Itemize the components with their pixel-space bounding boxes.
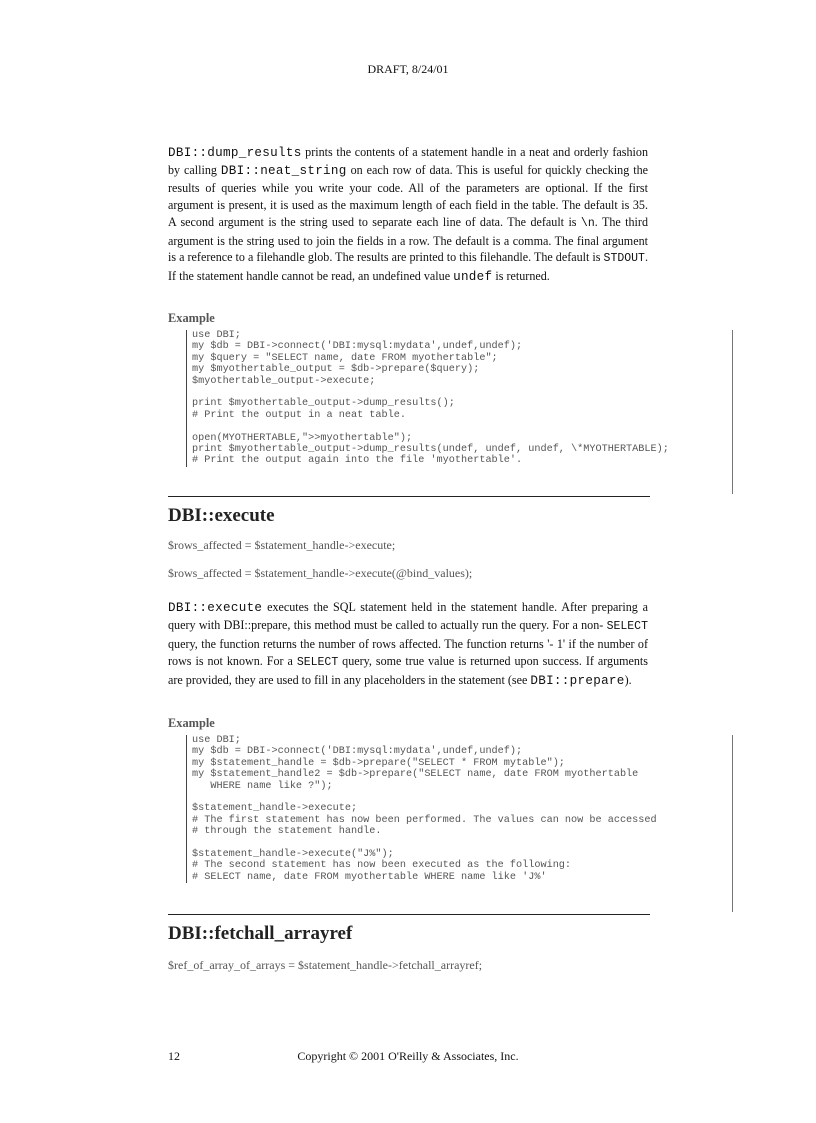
- inline-code: DBI::dump_results: [168, 146, 302, 160]
- section-heading-execute: DBI::execute: [168, 505, 275, 526]
- change-bar: [732, 735, 733, 912]
- usage-line: $rows_affected = $statement_handle->execute;: [168, 538, 396, 552]
- page-header: DRAFT, 8/24/01: [367, 62, 449, 76]
- section-heading-fetchall-arrayref: DBI::fetchall_arrayref: [168, 923, 353, 944]
- section-divider: [168, 914, 650, 915]
- inline-code: STDOUT: [603, 252, 645, 266]
- example-label: Example: [168, 716, 215, 730]
- copyright-notice: [0, 1049, 816, 1064]
- inline-code: \n: [580, 216, 595, 230]
- execute-description: DBI::execute executes the SQL statement held in the statement handle. After preparing a query with DBI::prepare, this method must be called to actually run the query. For a non- SELECT query, the function returns the number of rows affected. The function returns '- 1' if the number of rows is not known. For a SELECT query, some true value is returned upon success. If arguments are provided, they are used to fill in any placeholders in the statement (see DBI::prepare).: [168, 600, 649, 688]
- example-code-execute: use DBI; my $db = DBI->connect('DBI:mysql:mydata',undef,undef); my $statement_handle = $db->prepare("SELECT * FROM mytable"); my $statement_handle2 = $db->prepare("SELECT name, date FROM myothertable WHERE name like ?"); $statement_handle->execute; # The first statement has now been performed. The values can now be accessed # through the statement handle. $statement_handle->execute("J%"); # The second statement has now been executed as the following: # SELECT name, date FROM myothertable WHERE name like 'J%': [186, 735, 657, 883]
- inline-code: DBI::prepare: [530, 673, 625, 688]
- inline-code: DBI::neat_string: [220, 163, 347, 178]
- inline-code: SELECT: [296, 655, 339, 669]
- inline-code: undef: [453, 270, 493, 285]
- usage-line: $ref_of_array_of_arrays = $statement_handle->fetchall_arrayref;: [168, 958, 483, 972]
- change-bar: [732, 330, 733, 494]
- dump-results-description: DBI::dump_results prints the contents of a statement handle in a neat and orderly fashion by calling DBI::neat_string on each row of data. This is useful for quickly checking the results of queries while you write your code. All of the parameters are optional. If the first argument is present, it is used as the maximum length of each field in the table. The default is 35. A second argument is the string used to separate each line of data. The default is \n. The third argument is the string used to join the fields in a row. The default is a comma. The final argument is a reference to a filehandle glob. The results are printed to this filehandle. The default is STDOUT. If the statement handle cannot be read, an undefined value undef is returned.: [168, 145, 648, 285]
- section-divider: [168, 496, 650, 497]
- page-number: 12: [168, 1049, 180, 1063]
- usage-line: $rows_affected = $statement_handle->execute(@bind_values);: [168, 566, 473, 580]
- inline-code: DBI::execute: [168, 601, 263, 615]
- copyright-text: Copyright © 2001 O'Reilly & Associates, Inc.: [297, 1049, 519, 1063]
- inline-code: SELECT: [606, 619, 648, 633]
- example-code-dump-results: use DBI; my $db = DBI->connect('DBI:mysql:mydata',undef,undef); my $query = "SELECT name, date FROM myothertable"; my $myothertable_output = $db->prepare($query); $myothertable_output->execute; print $myothertable_output->dump_results(); # Print the output in a neat table. open(MYOTHERTABLE,">>myothertable"); print $myothertable_output->dump_results(undef, undef, undef, \*MYOTHERTABLE); # Print the output again into the file 'myothertable'.: [186, 330, 669, 467]
- example-label: Example: [168, 311, 215, 325]
